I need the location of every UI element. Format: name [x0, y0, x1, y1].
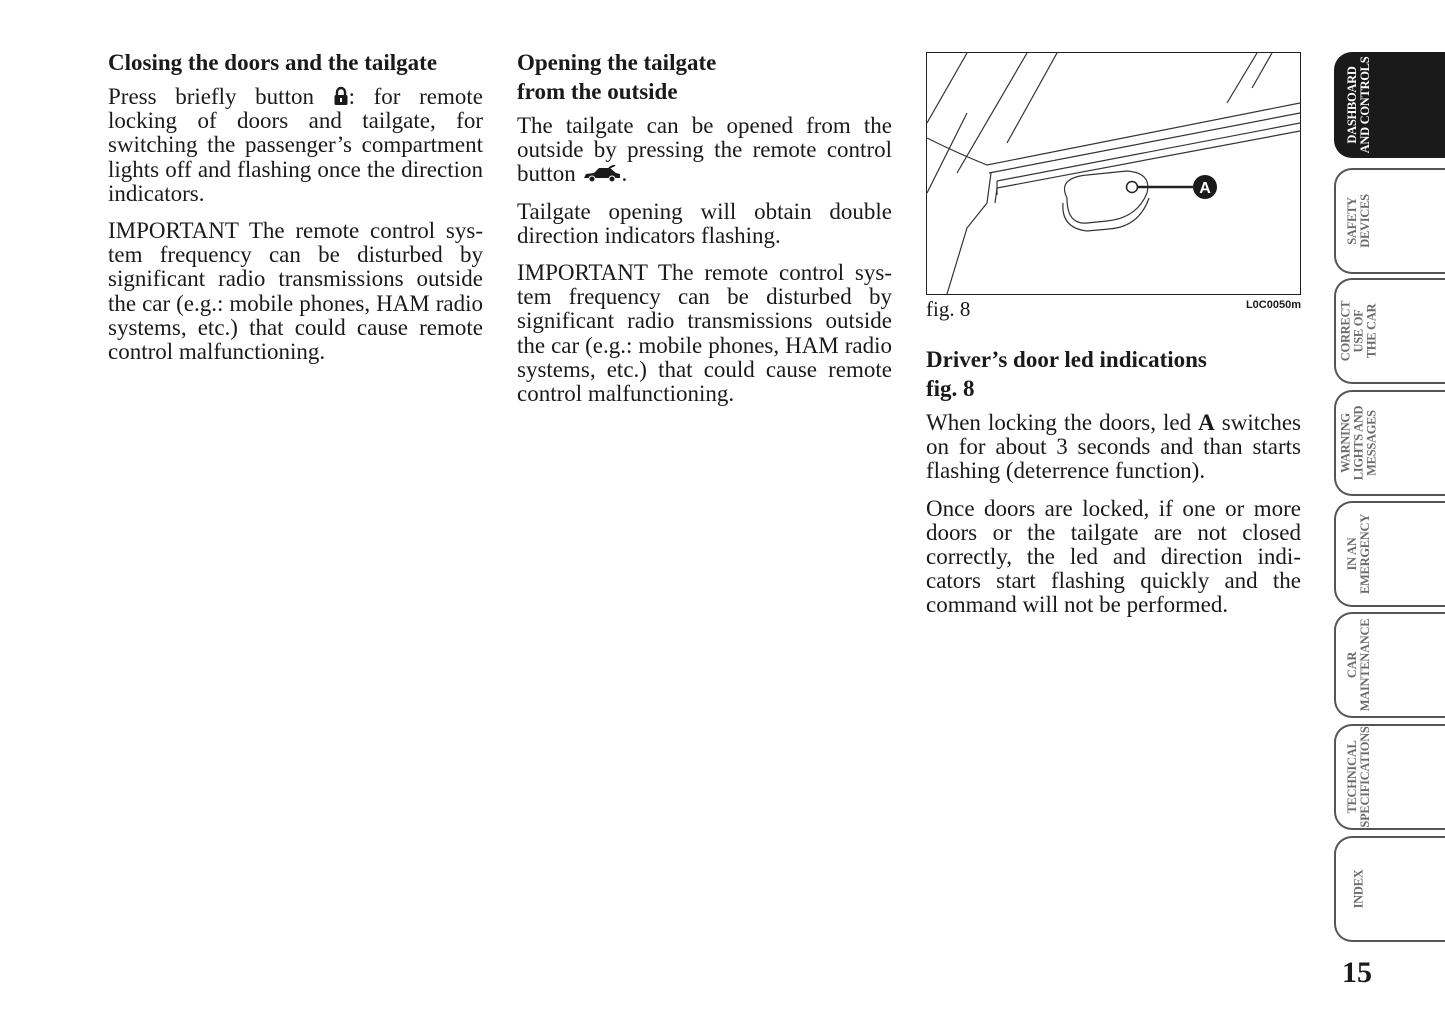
tab-dashboard-controls[interactable]: DASHBOARD AND CONTROLS — [1334, 52, 1445, 158]
paragraph-important-1: IMPORTANT The remote control system frequency can be disturbed by significant radio transmissions outside the car (e.g.: mobile phones, HAM radio systems, etc.) that could cause remote control malfunctioning. — [108, 218, 483, 365]
column-led-indications — [926, 52, 1301, 631]
column-closing-doors — [108, 48, 483, 377]
paragraph-tailgate-flashing: Tailgate opening will obtain double direction indicators flashing. — [517, 198, 892, 248]
tab-car-maintenance[interactable]: CAR MAINTENANCE — [1334, 612, 1445, 718]
paragraph-led-locking: When locking the doors, led A switches on for about 3 seconds and than starts flashing (deterrence function). — [926, 410, 1301, 484]
figure-caption — [926, 295, 1301, 323]
paragraph-led-flashing: Once doors are locked, if one or more doors or the tailgate are not closed correctly, the led and direction indicators start flashing quickly and the command will not be performed. — [926, 495, 1301, 618]
paragraph-important-2: IMPORTANT The remote control system frequency can be disturbed by significant radio transmissions outside the car (e.g.: mobile phones, HAM radio systems, etc.) that could cause remote control malfunctioning. — [517, 260, 892, 407]
heading-led-indications: Driver’s door led indications fig. 8 — [926, 347, 1207, 401]
tab-emergency[interactable]: IN AN EMERGENCY — [1334, 501, 1445, 607]
paragraph-closing-instructions: Press briefly button : for remote locking of doors and tailgate, for switching the passenger’s compartment lights off and flashing once the direction indicators. — [108, 84, 483, 206]
callout-a: A — [1199, 180, 1211, 197]
car-tailgate-icon — [582, 165, 622, 183]
paragraph-opening-instructions: The tailgate can be opened from the outside by pressing the remote control button . — [517, 113, 892, 187]
tab-correct-use[interactable]: CORRECT USE OF THE CAR — [1334, 278, 1445, 384]
tab-index[interactable]: INDEX — [1334, 836, 1445, 942]
heading-closing-doors: Closing the doors and the tailgate — [108, 50, 438, 75]
heading-opening-tailgate: Opening the tailgate from the outside — [517, 50, 717, 104]
column-opening-tailgate — [517, 48, 892, 419]
tab-technical-specifications[interactable]: TECHNICAL SPECIFICATIONS — [1334, 724, 1445, 830]
figure-label: fig. 8 — [926, 297, 971, 321]
padlock-icon — [333, 86, 349, 106]
figure-door-led — [926, 52, 1301, 295]
tab-warning-lights[interactable]: WARNING LIGHTS AND MESSAGES — [1334, 390, 1445, 496]
door-led-illustration — [927, 53, 1300, 294]
page-number: 15 — [1342, 956, 1372, 989]
tab-safety-devices[interactable]: SAFETY DEVICES — [1334, 168, 1445, 274]
figure-code: L0C0050m — [1245, 299, 1301, 311]
